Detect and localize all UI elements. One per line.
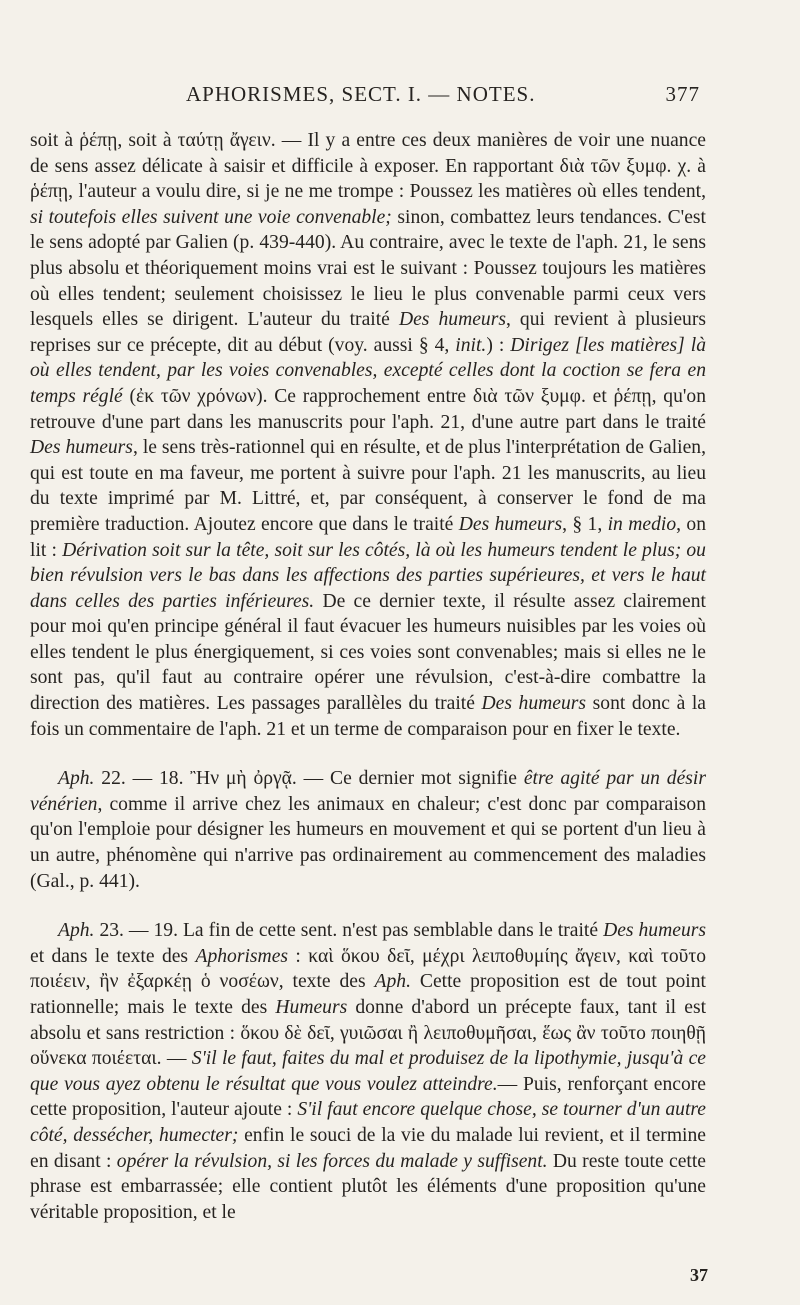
italic-text: Des humeurs — [481, 693, 587, 715]
italic-text: Aph. — [58, 768, 95, 790]
italic-text: Des humeurs — [603, 920, 707, 942]
text-run: soit à ῥέπῃ, soit à ταύτῃ ἄγειν. — Il y a entre ces deux manières de voir une nuance de sens assez délicate à saisir et difficile à exposer. En rapportant διὰ τῶν ξυμφ. χ. à ῥέπῃ, l'auteur a voulu dire, si je ne me trompe : Poussez les matières où elles tendent, — [30, 130, 706, 203]
text-run: (ἐκ τῶν χρόνων). Ce rapprochement entre διὰ τῶν ξυμφ. et ῥέπῃ, qu'on retrouve d'une part dans les manuscrits pour l'aph. 21, d'une autre part dans le traité — [30, 385, 706, 433]
text-run: ) : — [486, 334, 511, 356]
italic-text: in medio — [607, 513, 677, 535]
italic-text: Dirigez [les matières] là où elles tendent, par les voies convenables, excepté celles dont la coction se fera en temps réglé — [30, 334, 706, 407]
italic-text: Aph. — [58, 920, 95, 942]
page-number: 377 — [665, 82, 700, 106]
text-run: : καὶ ὅκου δεῖ, μέχρι λειποθυμίης ἄγειν, καὶ τοῦτο ποιέειν, ἢν ἐξαρκέῃ ὁ νοσέων, texte des — [30, 945, 706, 993]
italic-text: si toutefois elles suivent une voie convenable; — [30, 206, 392, 228]
text-run: — Puis, renforçant encore cette proposition, l'auteur ajoute : — [30, 1073, 706, 1121]
italic-text: Aphorismes — [195, 945, 289, 967]
text-run: , qui revient à plusieurs reprises sur ce précepte, dit au début (voy. aussi § 4, — [30, 309, 707, 356]
running-header — [186, 82, 700, 116]
italic-text: Dérivation soit sur la tête, soit sur les côtés, là où les humeurs tendent le plus; ou bien révulsion vers le bas dans les affections des parties supérieures, et vers le haut dans celles des parties inférieures. — [30, 539, 706, 612]
italic-text: Aph. — [374, 971, 411, 993]
notes-body — [30, 128, 706, 1249]
text-run: Cette proposition est de tout point rationnelle; mais le texte des — [30, 971, 706, 1018]
text-run: De ce dernier texte, il résulte assez clairement pour moi qu'en principe général il faut évacuer les humeurs nuisibles par les voies où elles tendent le plus énergiquement, si ces voies sont convenables; mais si elles ne le sont pas, qu'il faut au contraire opérer une révulsion, c'est-à-dire combattre la direction des matières. Les passages parallèles du traité — [30, 590, 706, 715]
italic-text: Des humeurs — [458, 513, 563, 535]
text-run: , le sens très-rationnel qui en résulte, et de plus l'interprétation de Galien, qui est toute en ma faveur, me portent à suivre pour l'aph. 21 les manuscrits, au lieu du texte imprimé par M. Littré, et, par conséquent, à conserver le fond de ma première traduction. Ajoutez encore que dans le traité — [30, 437, 706, 535]
text-run: , on lit : — [30, 513, 706, 561]
text-run: , comme il arrive chez les animaux en chaleur; c'est donc par comparaison qu'on l'emploie pour désigner les humeurs en mouvement et qui se portent d'un lieu à un autre, phénomène qui n'arrive pas ordinairement au commencement des maladies (Gal., p. 441). — [30, 793, 706, 892]
text-run: , § 1, — [562, 513, 608, 535]
paragraph-note-aph-21 — [30, 128, 706, 742]
italic-text: opérer la révulsion, si les forces du malade y suffisent. — [116, 1150, 548, 1172]
header-title: APHORISMES, SECT. I. — NOTES. — [186, 82, 536, 106]
italic-text: Humeurs — [275, 997, 348, 1018]
text-run: 23. — 19. La fin de cette sent. n'est pas semblable dans le traité — [94, 920, 604, 942]
paragraph-note-aph-22 — [30, 766, 706, 894]
italic-text: init. — [455, 334, 487, 356]
text-run: Du reste toute cette phrase est embarrassée; elle contient plutôt les éléments d'une proposition qu'une véritable proposition, et le — [30, 1150, 707, 1223]
text-run: sinon, combattez leurs tendances. C'est le sens adopté par Galien (p. 439-440). Au contraire, avec le texte de l'aph. 21, le sens plus absolu et théoriquement moins vrai est le suivant : Poussez toujours les matières où elles tendent; seulement choisissez le lieu le plus convenable parmi ceux vers lesquels elles se dirigent. L'auteur du traité — [30, 206, 706, 331]
signature-mark: 37 — [690, 1265, 708, 1285]
text-run: sont donc à la fois un commentaire de l'aph. 21 et un terme de comparaison pour en fixer le texte. — [30, 693, 707, 740]
text-run: 22. — 18. Ἢν μὴ ὀργᾷ. — Ce dernier mot signifie — [94, 768, 524, 790]
text-run: enfin le souci de la vie du malade lui revient, et il termine en disant : — [30, 1124, 706, 1172]
italic-text: S'il faut encore quelque chose, se tourner d'un autre côté, dessécher, humecter; — [30, 1099, 706, 1146]
paragraph-note-aph-23 — [30, 918, 706, 1225]
text-run: et dans le texte des — [30, 945, 196, 967]
italic-text: être agité par un désir vénérien — [30, 768, 706, 815]
text-run: donne d'abord un précepte faux, tant il est absolu et sans restriction : ὅκου δὲ δεῖ, γυιῶσαι ἢ λειποθυμῆσαι, ἕως ἂν τοῦτο ποιηθῇ οὕνεκα ποιέεται. — — [30, 997, 707, 1070]
italic-text: Des humeurs — [398, 309, 506, 331]
italic-text: Des humeurs — [30, 437, 133, 459]
italic-text: S'il le faut, faites du mal et produisez de la lipothymie, jusqu'à ce que vous ayez obtenu le résultat que vous voulez atteindre. — [30, 1048, 706, 1095]
